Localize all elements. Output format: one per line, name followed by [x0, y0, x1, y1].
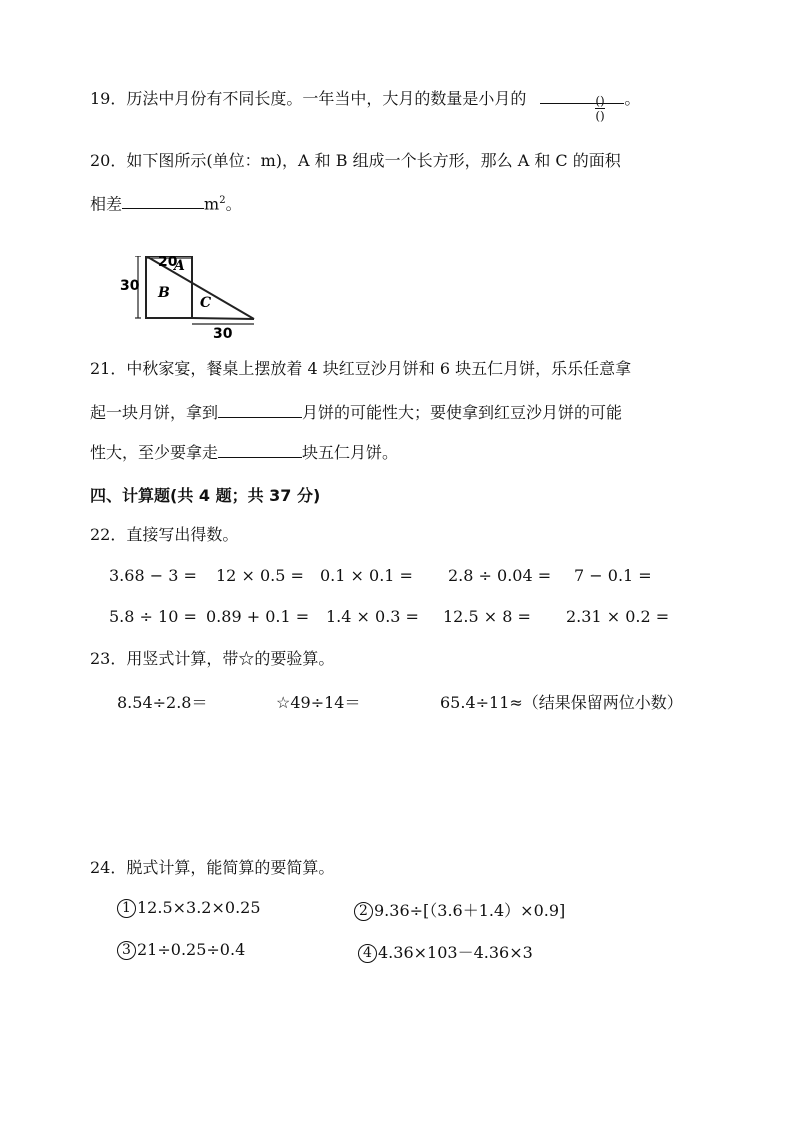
q19-text: 历法中月份有不同长度。一年当中，大月的数量是小月的	[126, 89, 527, 108]
q22-text: 直接写出得数。	[126, 525, 239, 544]
q21-text-line3-prefix: 性大，至少要拿走	[90, 443, 219, 462]
q21-text-line1: 中秋家宴，餐桌上摆放着 4 块红豆沙月饼和 6 块五仁月饼，乐乐任意拿	[126, 359, 632, 378]
q22-r2-c4: 12.5 × 8 =	[443, 607, 531, 626]
q22-r2-c5: 2.31 × 0.2 =	[566, 607, 670, 626]
q21-line1	[90, 359, 631, 379]
q19-end: 。	[624, 89, 641, 108]
q24-number: 24．	[90, 858, 127, 877]
q22-r1-c2: 12 × 0.5 =	[216, 566, 304, 585]
q24-mark-1: 1	[117, 899, 136, 918]
q22-r2-c3: 1.4 × 0.3 =	[326, 607, 419, 626]
q24-expr-4: 4.36×103－4.36×3	[378, 943, 533, 962]
q24-text: 脱式计算，能简算的要简算。	[126, 858, 335, 877]
q20-number: 20．	[90, 151, 127, 170]
q20-text-line1: 如下图所示(单位：m)，A 和 B 组成一个长方形，那么 A 和 C 的面积	[126, 151, 621, 170]
figure-label-left: 30	[120, 278, 140, 294]
q24-expr-2: 9.36÷[（3.6＋1.4）×0.9]	[374, 901, 566, 920]
q19-fraction-denominator: ()	[595, 109, 605, 123]
q22-line	[90, 525, 238, 545]
q22-r1-c4: 2.8 ÷ 0.04 =	[448, 566, 552, 585]
q24-mark-3: 3	[117, 941, 136, 960]
q20-end: 。	[225, 194, 242, 214]
q22-r1-c1: 3.68 − 3 =	[109, 566, 197, 585]
q21-line3	[90, 441, 398, 463]
q20-unit: m	[204, 194, 220, 214]
q20-line1	[90, 151, 621, 171]
q21-text-line2-prefix: 起一块月饼，拿到	[90, 403, 219, 422]
q22-number: 22．	[90, 525, 127, 544]
q19-fraction-numerator: ()	[595, 94, 605, 108]
q20-figure	[118, 256, 263, 342]
q23-item-1: 8.54÷2.8＝	[117, 693, 208, 712]
q23-number: 23．	[90, 649, 127, 668]
q23-item-3: 65.4÷11≈（结果保留两位小数）	[440, 693, 683, 712]
q19-number: 19．	[90, 89, 127, 108]
q20-blank[interactable]	[122, 192, 204, 209]
q20-line2	[90, 191, 242, 214]
q19-fraction	[595, 95, 605, 122]
figure-label-bottom: 30	[213, 326, 233, 342]
q23-line	[90, 649, 334, 669]
q21-blank-2[interactable]	[218, 441, 302, 458]
q23-item-2: ☆49÷14＝	[276, 693, 361, 712]
q19-line	[90, 87, 640, 109]
section4-title: 四、计算题(共 4 题；共 37 分)	[90, 486, 321, 505]
q24-item-4	[358, 940, 533, 963]
q21-line2	[90, 401, 622, 423]
q19-blank[interactable]	[540, 87, 624, 104]
q22-r2-c1: 5.8 ÷ 10 =	[109, 607, 197, 626]
figure-label-top: 20	[158, 256, 178, 270]
q24-item-3	[117, 940, 245, 960]
figure-label-b: B	[158, 285, 170, 301]
bottom-line	[192, 318, 254, 319]
q24-expr-3: 21÷0.25÷0.4	[137, 940, 246, 959]
q24-item-1	[117, 898, 261, 918]
q21-number: 21．	[90, 359, 127, 378]
q24-item-2	[354, 898, 565, 921]
q20-unit-exponent: 2	[219, 195, 226, 206]
q24-mark-4: 4	[358, 944, 377, 963]
figure-label-a: A	[174, 258, 185, 274]
q22-r1-c5: 7 − 0.1 =	[574, 566, 652, 585]
q22-r1-c3: 0.1 × 0.1 =	[320, 566, 413, 585]
q24-expr-1: 12.5×3.2×0.25	[137, 898, 261, 917]
q21-text-line2-suffix: 月饼的可能性大；要使拿到红豆沙月饼的可能	[302, 403, 623, 422]
q21-blank-1[interactable]	[218, 401, 302, 418]
q24-mark-2: 2	[354, 902, 373, 921]
q22-r2-c2: 0.89 + 0.1 =	[206, 607, 310, 626]
figure-label-c: C	[200, 295, 212, 311]
q23-text: 用竖式计算，带☆的要验算。	[126, 649, 335, 668]
q21-text-line3-suffix: 块五仁月饼。	[302, 443, 399, 462]
q20-text-prefix: 相差	[90, 194, 123, 214]
q24-line	[90, 858, 334, 878]
